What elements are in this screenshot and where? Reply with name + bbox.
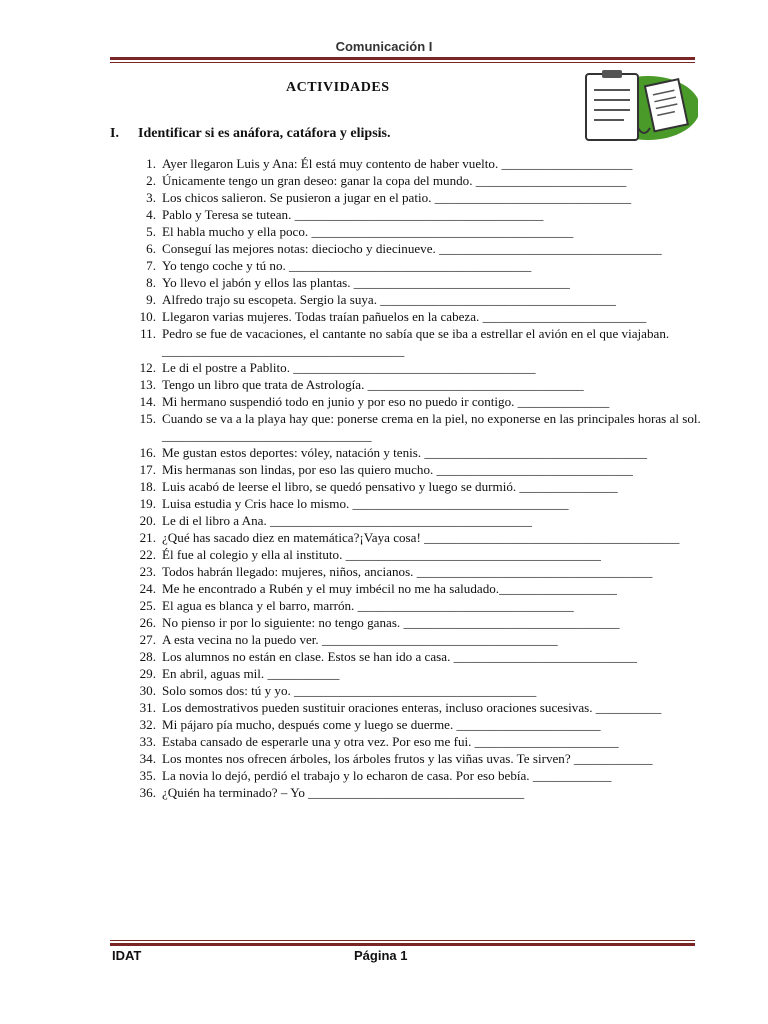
exercise-item [122, 512, 702, 529]
exercise-number: 27. [139, 632, 156, 647]
exercise-item [122, 172, 702, 189]
exercise-text: Pablo y Teresa se tutean. ______________________________________ [162, 207, 544, 222]
exercise-number: 28. [139, 649, 156, 664]
exercise-number: 15. [139, 411, 156, 426]
exercise-number: 8. [146, 275, 156, 290]
exercise-number: 29. [139, 666, 156, 681]
page-header-title: Comunicación I [335, 39, 433, 54]
exercise-number: 30. [139, 683, 156, 698]
exercise-item [122, 495, 702, 512]
exercise-item [122, 478, 702, 495]
exercise-text: Le di el postre a Pablito. _____________________________________ [162, 360, 536, 375]
exercise-text: El agua es blanca y el barro, marrón. _________________________________ [162, 598, 574, 613]
exercise-number: 36. [139, 785, 156, 800]
exercise-text: Le di el libro a Ana. ________________________________________ [162, 513, 532, 528]
exercise-text: Solo somos dos: tú y yo. _____________________________________ [162, 683, 537, 698]
exercise-number: 11. [140, 326, 156, 341]
exercise-list [122, 155, 705, 801]
exercise-text: Alfredo trajo su escopeta. Sergio la suya. ____________________________________ [162, 292, 616, 307]
exercise-number: 6. [146, 241, 156, 256]
exercise-text: Los demostrativos pueden sustituir oraciones enteras, incluso oraciones sucesivas. __________ [162, 700, 662, 715]
exercise-item [122, 155, 702, 172]
exercise-item [122, 325, 702, 359]
exercise-text: Todos habrán llegado: mujeres, niños, ancianos. ____________________________________ [162, 564, 653, 579]
exercise-number: 12. [139, 360, 156, 375]
exercise-number: 24. [139, 581, 156, 596]
exercise-item [122, 631, 702, 648]
footer-rule [110, 940, 695, 946]
exercise-item [122, 410, 705, 444]
section-heading [110, 126, 391, 142]
exercise-text: Ayer llegaron Luis y Ana: Él está muy contento de haber vuelto. ____________________ [162, 156, 633, 171]
exercise-text: Mis hermanas son lindas, por eso las quiero mucho. ______________________________ [162, 462, 633, 477]
exercise-item [122, 767, 702, 784]
exercise-number: 20. [139, 513, 156, 528]
exercise-number: 33. [139, 734, 156, 749]
exercise-item [122, 597, 702, 614]
exercise-item [122, 308, 702, 325]
section-heading-number: I. [110, 126, 119, 141]
exercise-item [122, 733, 702, 750]
exercise-item [122, 682, 702, 699]
exercise-number: 10. [139, 309, 156, 324]
exercise-number: 25. [139, 598, 156, 613]
exercise-number: 1. [146, 156, 156, 171]
exercise-text: Pedro se fue de vacaciones, el cantante no sabía que se iba a estrellar el avión en el que viajaban. _____________________________________ [162, 326, 673, 358]
exercise-text: No pienso ir por lo siguiente: no tengo ganas. _________________________________ [162, 615, 620, 630]
exercise-item [122, 648, 702, 665]
exercise-text: Los montes nos ofrecen árboles, los árboles frutos y las viñas uvas. Te sirven? ____________ [162, 751, 653, 766]
exercise-number: 23. [139, 564, 156, 579]
exercise-text: Conseguí las mejores notas: dieciocho y diecinueve. __________________________________ [162, 241, 662, 256]
exercise-number: 34. [139, 751, 156, 766]
exercise-number: 7. [146, 258, 156, 273]
exercise-item [122, 189, 702, 206]
footer-left-text: IDAT [112, 948, 142, 963]
exercise-item [122, 563, 702, 580]
exercise-number: 9. [146, 292, 156, 307]
exercise-number: 18. [139, 479, 156, 494]
exercise-item [122, 546, 702, 563]
exercise-item [122, 223, 702, 240]
exercise-text: Yo llevo el jabón y ellos las plantas. _________________________________ [162, 275, 570, 290]
exercise-number: 21. [139, 530, 156, 545]
exercise-item [122, 444, 702, 461]
section-heading-text: Identificar si es anáfora, catáfora y elipsis. [138, 126, 391, 141]
exercise-number: 35. [139, 768, 156, 783]
exercise-item [122, 240, 702, 257]
exercise-item [122, 359, 702, 376]
page-number: Página 1 [354, 948, 408, 963]
exercise-text: Cuando se va a la playa hay que: ponerse crema en la piel, no exponerse en las principales horas al sol. ________________________________ [162, 411, 705, 443]
exercise-number: 32. [139, 717, 156, 732]
exercise-item [122, 461, 702, 478]
exercise-item [122, 750, 702, 767]
exercise-text: El habla mucho y ella poco. ________________________________________ [162, 224, 574, 239]
exercise-text: En abril, aguas mil. ___________ [162, 666, 340, 681]
exercise-item [122, 291, 702, 308]
exercise-number: 22. [139, 547, 156, 562]
exercise-number: 26. [139, 615, 156, 630]
header-rule [110, 57, 695, 63]
exercise-number: 4. [146, 207, 156, 222]
exercise-number: 16. [139, 445, 156, 460]
exercise-item [122, 699, 702, 716]
exercise-item [122, 784, 702, 801]
exercise-text: Luisa estudia y Cris hace lo mismo. _________________________________ [162, 496, 569, 511]
exercise-text: Únicamente tengo un gran deseo: ganar la copa del mundo. _______________________ [162, 173, 627, 188]
exercise-text: Estaba cansado de esperarle una y otra vez. Por eso me fui. ______________________ [162, 734, 619, 749]
exercise-text: ¿Quién ha terminado? – Yo _________________________________ [162, 785, 525, 800]
exercise-item [122, 393, 702, 410]
exercise-number: 13. [139, 377, 156, 392]
exercise-text: Mi hermano suspendió todo en junio y por eso no puedo ir contigo. ______________ [162, 394, 610, 409]
exercise-number: 3. [146, 190, 156, 205]
exercise-number: 19. [139, 496, 156, 511]
exercise-number: 5. [146, 224, 156, 239]
exercise-text: Llegaron varias mujeres. Todas traían pañuelos en la cabeza. _________________________ [162, 309, 647, 324]
exercise-item [122, 529, 702, 546]
exercise-text: Mi pájaro pía mucho, después come y luego se duerme. ______________________ [162, 717, 601, 732]
exercise-text: ¿Qué has sacado diez en matemática?¡Vaya cosa! _______________________________________ [162, 530, 680, 545]
exercise-item [122, 257, 702, 274]
exercise-text: La novia lo dejó, perdió el trabajo y lo echaron de casa. Por eso bebía. ____________ [162, 768, 612, 783]
exercise-number: 17. [139, 462, 156, 477]
exercise-number: 2. [146, 173, 156, 188]
clipboard-document-icon [578, 68, 698, 148]
exercise-item [122, 274, 702, 291]
exercise-item [122, 665, 702, 682]
section-title: ACTIVIDADES [286, 80, 390, 95]
exercise-text: Tengo un libro que trata de Astrología. _________________________________ [162, 377, 584, 392]
exercise-text: Me he encontrado a Rubén y el muy imbécil no me ha saludado.__________________ [162, 581, 617, 596]
exercise-item [122, 206, 702, 223]
exercise-item [122, 376, 702, 393]
exercise-text: Luis acabó de leerse el libro, se quedó pensativo y luego se durmió. _______________ [162, 479, 618, 494]
exercise-number: 14. [139, 394, 156, 409]
exercise-text: Yo tengo coche y tú no. _____________________________________ [162, 258, 532, 273]
exercise-text: Los alumnos no están en clase. Estos se han ido a casa. ____________________________ [162, 649, 637, 664]
exercise-item [122, 580, 702, 597]
exercise-text: Los chicos salieron. Se pusieron a jugar en el patio. ______________________________ [162, 190, 632, 205]
exercise-item [122, 614, 702, 631]
exercise-text: Él fue al colegio y ella al instituto. _______________________________________ [162, 547, 601, 562]
exercise-number: 31. [139, 700, 156, 715]
exercise-text: Me gustan estos deportes: vóley, natación y tenis. __________________________________ [162, 445, 648, 460]
exercise-item [122, 716, 702, 733]
exercise-text: A esta vecina no la puedo ver. ____________________________________ [162, 632, 558, 647]
